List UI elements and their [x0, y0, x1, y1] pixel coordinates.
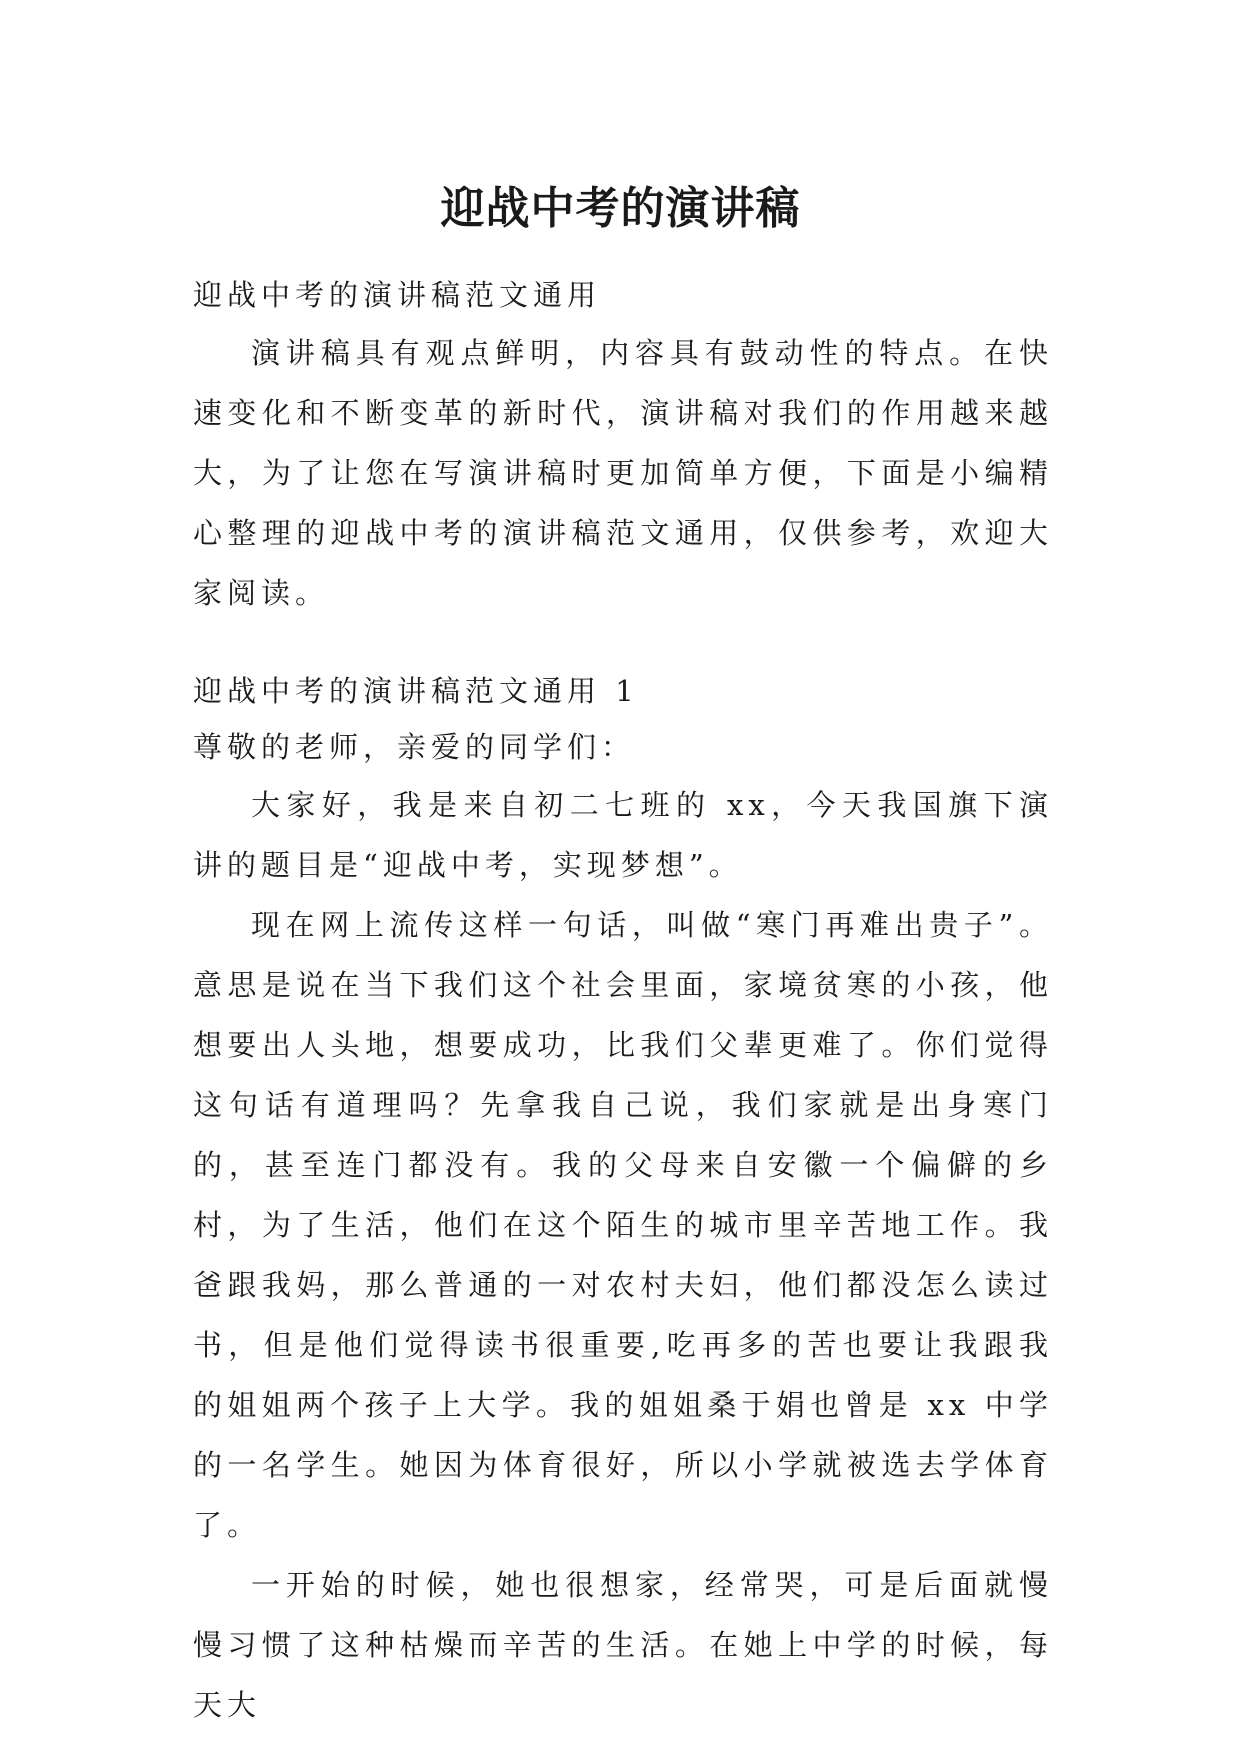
paragraph-1: 大家好，我是来自初二七班的 xx，今天我国旗下演讲的题目是“迎战中考，实现梦想”。 [193, 788, 1053, 882]
paragraph-3: 一开始的时候，她也很想家，经常哭，可是后面就慢慢习惯了这种枯燥而辛苦的生活。在她上中学的时候，每天大 [193, 1568, 1053, 1722]
document-title: 迎战中考的演讲稿 [440, 183, 801, 235]
spacer [193, 623, 1053, 663]
paragraph-2: 现在网上流传这样一句话，叫做“寒门再难出贵子”。意思是说在当下我们这个社会里面，家境贫寒的小孩，他想要出人头地，想要成功，比我们父辈更难了。你们觉得这句话有道理吗？先拿我自己说，我们家就是出身寒门的，甚至连门都没有。我的父母来自安徽一个偏僻的乡村，为了生活，他们在这个陌生的城市里辛苦地工作。我爸跟我妈，那么普通的一对农村夫妇，他们都没怎么读过书，但是他们觉得读书很重要,吃再多的苦也要让我跟我的姐姐两个孩子上大学。我的姐姐桑于娟也曾是 xx 中学的一名学生。她因为体育很好，所以小学就被选去学体育了。 [193, 908, 1053, 1542]
salutation: 尊敬的老师，亲爱的同学们： [193, 730, 636, 764]
document-body [193, 267, 1053, 1735]
intro-paragraph: 演讲稿具有观点鲜明，内容具有鼓动性的特点。在快速变化和不断变革的新时代，演讲稿对我们的作用越来越大，为了让您在写演讲稿时更加简单方便，下面是小编精心整理的迎战中考的演讲稿范文通用，仅供参考，欢迎大家阅读。 [193, 336, 1053, 610]
subtitle: 迎战中考的演讲稿范文通用 [193, 278, 602, 312]
section-heading: 迎战中考的演讲稿范文通用 1 [193, 674, 639, 708]
